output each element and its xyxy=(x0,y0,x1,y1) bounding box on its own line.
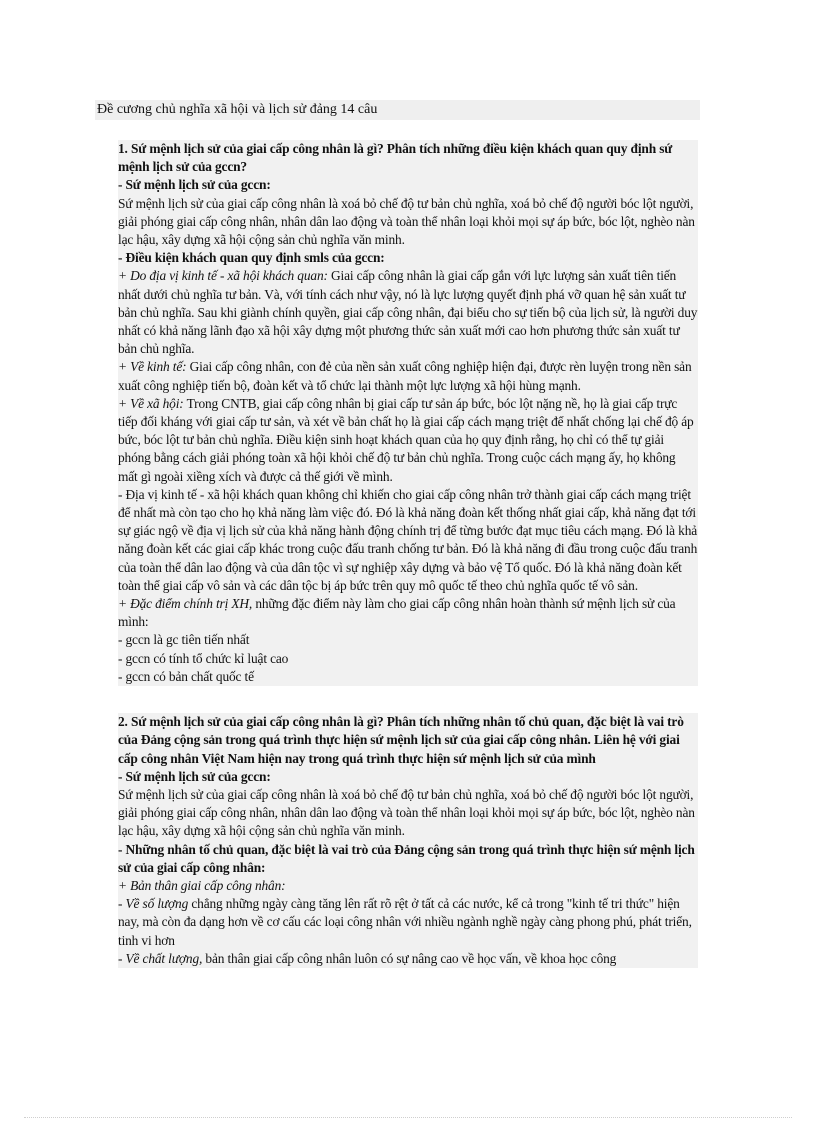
question-2-title: 2. Sứ mệnh lịch sử của giai cấp công nhân là gì? Phân tích những nhân tố chủ quan, đặc biệt là vai trò của Đảng cộng sản trong quá trình thực hiện sứ mệnh lịch sử của giai cấp công nhân. Liên hệ với giai cấp công nhân Việt Nam hiện nay trong quá trình thực hiện sứ mệnh lịch sử của mình xyxy=(118,714,684,766)
q1-paragraph-economic-social xyxy=(118,267,698,358)
q1-paragraph-capability: - Địa vị kinh tế - xã hội khách quan không chỉ khiến cho giai cấp công nhân trở thành giai cấp cách mạng triệt để nhất mà còn tạo cho họ khả năng làm việc đó. Đó là khả năng đoàn kết thống nhất giai cấp, khả năng đạt tới sự giác ngộ về địa vị lịch sử của khả năng hành động chính trị để từng bước đạt mục tiêu cách mạng. Đó là khả năng đoàn kết các giai cấp khác trong cuộc đấu tranh chống tư bản. Đó là khả năng đi đầu trong cuộc đấu tranh của toàn thể dân lao động và của dân tộc vì sự nghiệp xây dựng và bảo vệ Tổ quốc. Đó là khả năng đoàn kết toàn thể giai cấp vô sản và các dân tộc bị áp bức trên quy mô quốc tế theo chủ nghĩa quốc tế vô sản. xyxy=(118,486,698,593)
list-item: - gccn có tính tổ chức kỉ luật cao xyxy=(118,650,289,666)
list-item: - gccn có bản chất quốc tế xyxy=(118,668,254,684)
document-header: Đề cương chủ nghĩa xã hội và lịch sử đảng 14 câu xyxy=(95,100,700,120)
q1-p5-text: những đặc điểm này làm cho giai cấp công nhân hoàn thành sứ mệnh lịch sử của mình: xyxy=(118,596,676,630)
question-1-title: 1. Sứ mệnh lịch sử của giai cấp công nhân là gì? Phân tích những điều kiện khách quan quy định sứ mệnh lịch sử của gccn? xyxy=(118,141,673,175)
q2-paragraph-quantity xyxy=(118,895,698,950)
q1-conditions-heading: - Điều kiện khách quan quy định smls của gccn: xyxy=(118,250,385,266)
page-border xyxy=(24,1117,792,1118)
q2-quantity-lead: - Về số lượng xyxy=(118,896,189,912)
q1-p3-text: Trong CNTB, giai cấp công nhân bị giai cấp tư sản áp bức, bóc lột nặng nề, họ là giai cấp trực tiếp đối kháng với giai cấp tư sản, và xét về bản chất họ là giai cấp cách mạng triệt để nhất chống lại chế độ áp bức, bóc lột tư bản chủ nghĩa. Điều kiện sinh hoạt khách quan của họ quy định rằng, họ chỉ có thể tự giải phóng bằng cách giải phóng toàn xã hội khỏi chế độ tư bản chủ nghĩa. Trong cuộc cách mạng ấy, họ không mất gì ngoài xiềng xích và được cả thế giới về mình. xyxy=(118,395,694,484)
q2-quantity-text: chẳng những ngày càng tăng lên rất rõ rệt ở tất cả các nước, kể cả trong "kinh tế tri thức" hiện nay, mà còn đa dạng hơn về cơ cấu các loại công nhân với nhiều ngành nghề ngày càng phong phú, phát triển, tinh vi hơn xyxy=(118,896,692,948)
q1-paragraph-society xyxy=(118,395,698,486)
section-gap xyxy=(118,686,698,713)
q2-factors-heading: - Những nhân tố chủ quan, đặc biệt là vai trò của Đảng cộng sản trong quá trình thực hiện sứ mệnh lịch sử của giai cấp công nhân: xyxy=(118,841,695,875)
q1-paragraph-political xyxy=(118,595,698,631)
q1-paragraph-economy xyxy=(118,358,698,394)
q1-p2-lead: + Về kinh tế: xyxy=(118,359,187,375)
q1-mission-heading: - Sứ mệnh lịch sử của gccn: xyxy=(118,177,271,193)
list-item: - gccn là gc tiên tiến nhất xyxy=(118,632,250,648)
q1-p2-text: Giai cấp công nhân, con đẻ của nền sản xuất công nghiệp hiện đại, được rèn luyện trong nền sản xuất công nghiệp tiến bộ, đoàn kết và tổ chức lại thành một lực lượng xã hội hùng mạnh. xyxy=(118,359,692,393)
q2-mission-text: Sứ mệnh lịch sử của giai cấp công nhân là xoá bỏ chế độ tư bản chủ nghĩa, xoá bỏ chế độ người bóc lột người, giải phóng giai cấp công nhân, nhân dân lao động và toàn thể nhân loại khỏi mọi sự áp bức, bóc lột, nghèo nàn lạc hậu, xây dựng xã hội cộng sản chủ nghĩa văn minh. xyxy=(118,786,695,839)
q1-p3-lead: + Về xã hội: xyxy=(118,395,184,411)
q1-p1-lead: + Do địa vị kinh tế - xã hội khách quan: xyxy=(118,268,328,284)
q1-mission-text: Sứ mệnh lịch sử của giai cấp công nhân là xoá bỏ chế độ tư bản chủ nghĩa, xoá bỏ chế độ người bóc lột người, giải phóng giai cấp công nhân, nhân dân lao động và toàn thể nhân loại khỏi mọi sự áp bức, bóc lột, nghèo nàn lạc hậu, xây dựng xã hội cộng sản chủ nghĩa văn minh. xyxy=(118,195,695,248)
question-1 xyxy=(118,140,698,686)
q2-mission-heading: - Sứ mệnh lịch sử của gccn: xyxy=(118,768,271,784)
q2-quality-text: bản thân giai cấp công nhân luôn có sự nâng cao về học vấn, về khoa học công xyxy=(202,950,617,966)
q2-quality-lead: - Về chất lượng, xyxy=(118,950,203,966)
q1-p5-lead: + Đặc điểm chính trị XH, xyxy=(118,596,253,612)
question-2 xyxy=(118,713,698,968)
document-body xyxy=(118,140,698,968)
q2-paragraph-quality xyxy=(118,950,698,968)
q1-p1-text: Giai cấp công nhân là giai cấp gắn với lực lượng sản xuất tiên tiến nhất dưới chủ nghĩa tư bản. Và, với tính cách như vậy, nó là lực lượng quyết định phá vỡ quan hệ sản xuất tư bản chủ nghĩa. Sau khi giành chính quyền, giai cấp công nhân, đại biểu cho sự tiến bộ của lịch sử, là người duy nhất có khả năng lãnh đạo xã hội xây dựng một phương thức sản xuất mới cao hơn phương thức sản xuất tư bản chủ nghĩa. xyxy=(118,268,698,357)
q2-self-heading: + Bản thân giai cấp công nhân: xyxy=(118,877,286,893)
